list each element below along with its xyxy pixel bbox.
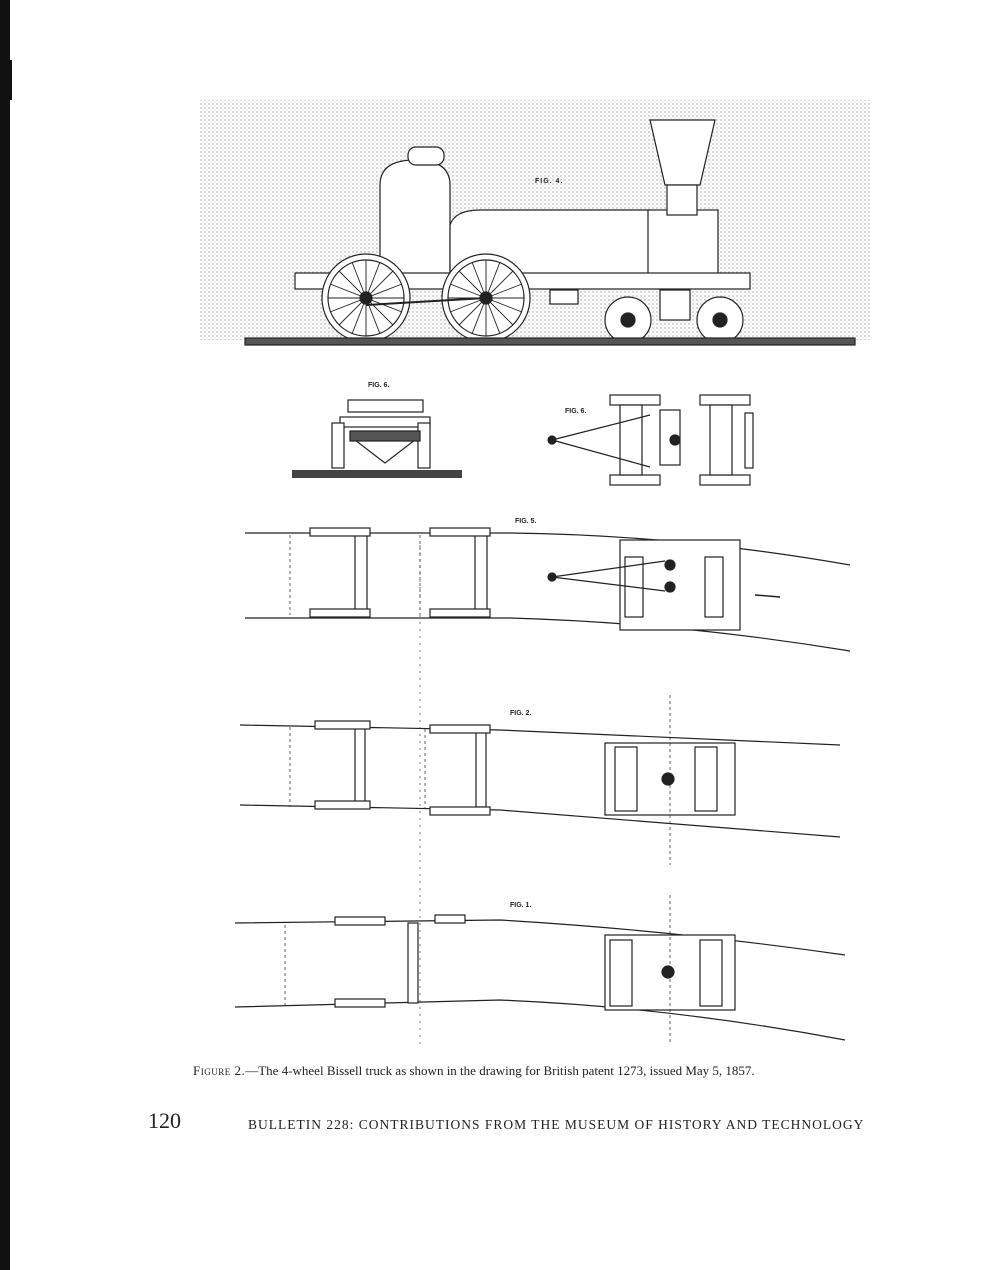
fig-5-label-upper: FIG. 6.	[565, 408, 587, 415]
fig-2-label: FIG. 2.	[510, 710, 532, 717]
patent-drawing-plate	[180, 95, 870, 1055]
page-number: 120	[148, 1108, 181, 1133]
fig-2-track-plan	[240, 695, 840, 865]
fig-4-label: FIG. 4.	[535, 178, 564, 185]
fig-1-label: FIG. 1.	[510, 902, 532, 909]
running-head: BULLETIN 228: CONTRIBUTIONS FROM THE MUSEUM OF HISTORY AND TECHNOLOGY	[248, 1117, 865, 1132]
fig-1-track-plan	[235, 545, 845, 1045]
caption-figure-word: Figure 2.	[193, 1063, 246, 1078]
figure-caption	[193, 1063, 913, 1079]
caption-text: —The 4-wheel Bissell truck as shown in the drawing for British patent 1273, issued May 5, 1857.	[245, 1063, 755, 1078]
fig-4-locomotive	[200, 100, 870, 345]
driving-wheel-front	[322, 254, 410, 342]
fig-6-truck-end-view	[292, 400, 462, 478]
patent-drawing	[180, 95, 870, 1055]
fig-3-label: FIG. 5.	[515, 518, 537, 525]
scan-edge	[0, 0, 10, 1270]
fig-6-label: FIG. 6.	[368, 382, 390, 389]
fig-3-track-plan	[245, 528, 850, 651]
